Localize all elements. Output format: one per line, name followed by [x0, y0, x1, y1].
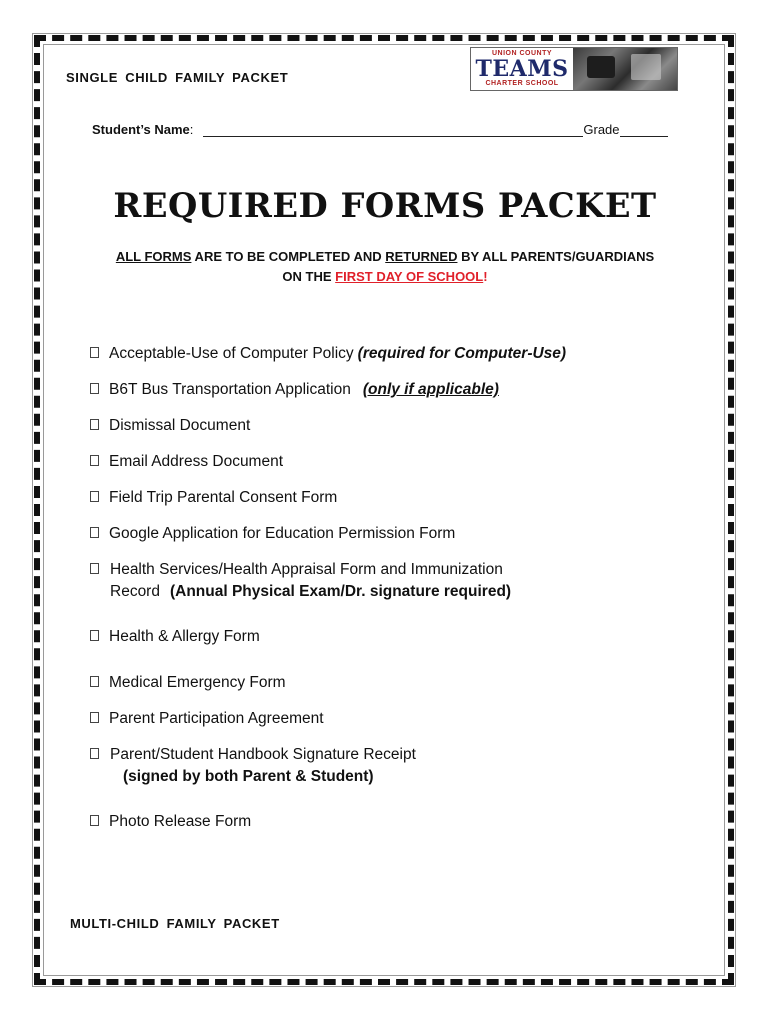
logo-main-text: TEAMS	[475, 56, 569, 82]
form-label: Health Services/Health Appraisal Form and Immunization	[110, 561, 503, 578]
checkbox[interactable]	[90, 563, 99, 574]
form-item	[90, 708, 324, 730]
form-label: Acceptable-Use of Computer Policy	[109, 345, 354, 362]
form-item	[90, 343, 566, 365]
form-item	[90, 487, 337, 509]
single-child-packet-label: SINGLE CHILD FAMILY PACKET	[66, 70, 289, 85]
form-item	[90, 744, 416, 788]
checkbox[interactable]	[90, 748, 99, 759]
form-note: (Annual Physical Exam/Dr. signature required)	[169, 583, 512, 600]
multi-child-packet-label: MULTI-CHILD FAMILY PACKET	[70, 916, 280, 931]
student-name-label: Student’s Name	[92, 122, 190, 137]
form-label: B6T Bus Transportation Application	[109, 381, 351, 398]
form-note: (signed by both Parent & Student)	[123, 768, 374, 785]
instructions	[0, 247, 770, 287]
form-item	[90, 559, 511, 603]
instructions-part2: BY ALL PARENTS/GUARDIANS	[457, 249, 655, 264]
logo-photo	[573, 48, 677, 90]
checkbox[interactable]	[90, 630, 99, 641]
form-note: (only if applicable)	[362, 381, 499, 398]
instructions-line2-pre: ON THE	[282, 269, 336, 284]
form-label: Field Trip Parental Consent Form	[109, 489, 338, 506]
form-label: Google Application for Education Permission Form	[109, 525, 456, 542]
grade-label: Grade	[583, 122, 620, 137]
grade-field[interactable]	[620, 124, 668, 137]
form-label-continued: Record	[110, 583, 160, 600]
form-item	[90, 451, 283, 473]
form-item	[90, 415, 250, 437]
form-item	[90, 626, 260, 648]
exclaim-text: !	[483, 269, 488, 284]
checkbox[interactable]	[90, 347, 99, 358]
form-item	[90, 811, 251, 833]
student-name-row	[92, 122, 682, 137]
checkbox[interactable]	[90, 491, 99, 502]
form-label: Medical Emergency Form	[109, 674, 286, 691]
form-item	[90, 523, 455, 545]
logo-top-text: UNION COUNTY	[491, 50, 553, 57]
form-item	[90, 379, 499, 401]
page-border-inner	[43, 44, 725, 976]
checkbox[interactable]	[90, 455, 99, 466]
checkbox[interactable]	[90, 712, 99, 723]
checkbox[interactable]	[90, 527, 99, 538]
form-label: Parent Participation Agreement	[109, 710, 324, 727]
form-label: Parent/Student Handbook Signature Receipt	[110, 746, 416, 763]
checkbox[interactable]	[90, 383, 99, 394]
checkbox[interactable]	[90, 676, 99, 687]
page-title: REQUIRED FORMS PACKET	[113, 186, 657, 226]
instructions-part1: ARE TO BE COMPLETED AND	[191, 249, 386, 264]
form-label: Photo Release Form	[109, 813, 252, 830]
logo-text-block	[471, 48, 573, 90]
school-logo	[470, 47, 678, 91]
first-day-text: FIRST DAY OF SCHOOL	[335, 269, 484, 284]
form-label: Email Address Document	[109, 453, 284, 470]
form-note: (required for Computer-Use)	[357, 345, 567, 362]
student-name-colon: :	[189, 122, 194, 137]
form-label: Dismissal Document	[109, 417, 251, 434]
returned-text: RETURNED	[385, 249, 458, 264]
student-name-field[interactable]	[203, 124, 583, 137]
all-forms-text: ALL FORMS	[115, 249, 192, 264]
form-item	[90, 672, 286, 694]
checkbox[interactable]	[90, 419, 99, 430]
checkbox[interactable]	[90, 815, 99, 826]
form-label: Health & Allergy Form	[109, 628, 260, 645]
logo-bottom-text: CHARTER SCHOOL	[485, 80, 559, 87]
